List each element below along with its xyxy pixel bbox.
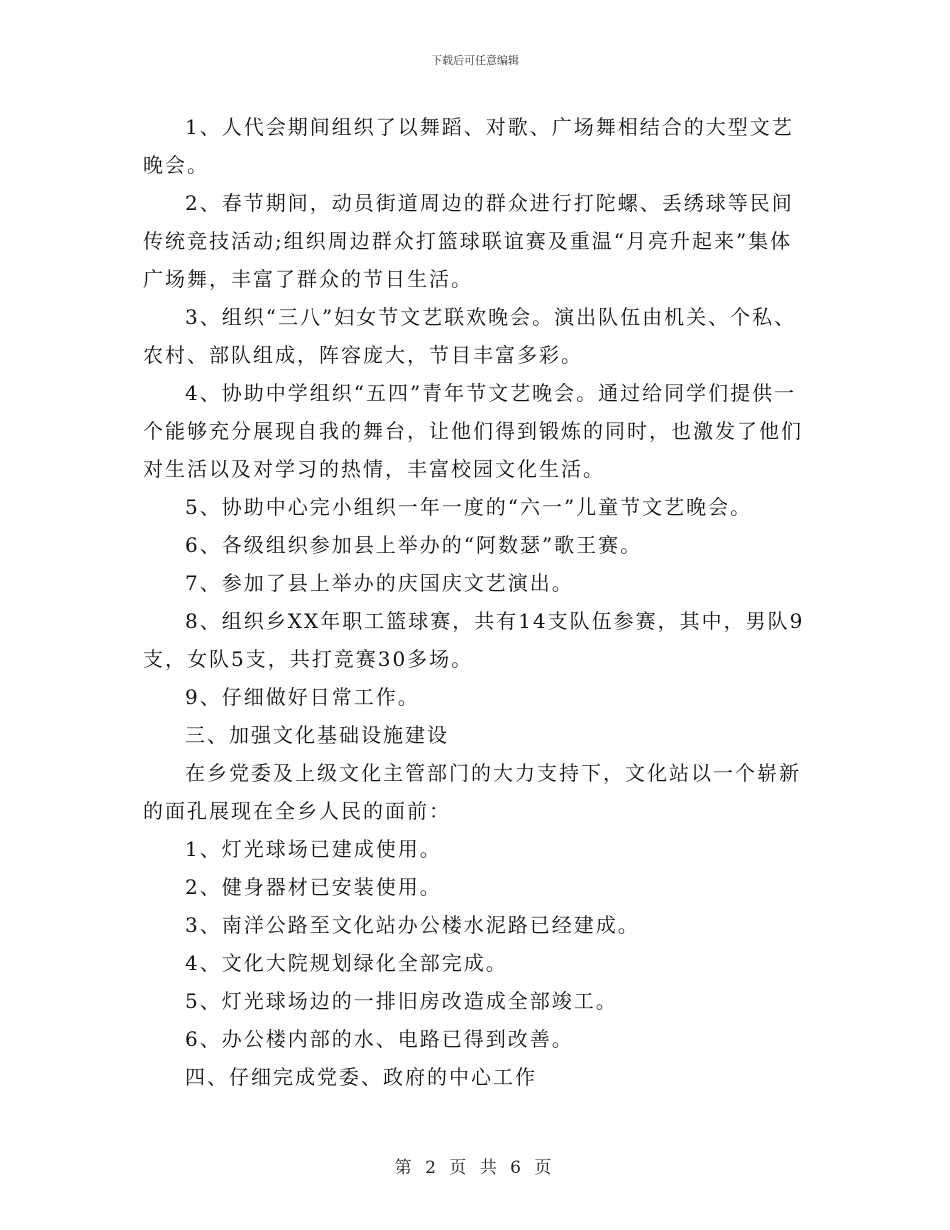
paragraph-item-3: 3、组织“三八”妇女节文艺联欢晚会。演出队伍由机关、个私、农村、部队组成，阵容庞大，节目丰富多彩。	[143, 305, 797, 367]
paragraph-item-4: 4、协助中学组织“五四”青年节文艺晚会。通过给同学们提供一个能够充分展现自我的舞台，让他们得到锻炼的同时，也激发了他们对生活以及对学习的热情，丰富校园文化生活。	[143, 381, 803, 481]
paragraph-item-6: 6、各级组织参加县上举办的“阿数瑟”歌王赛。	[185, 533, 643, 557]
paragraph-item-7: 7、参加了县上举办的庆国庆文艺演出。	[185, 571, 574, 595]
facility-item-4: 4、文化大院规划绿化全部完成。	[185, 951, 508, 975]
facility-item-1: 1、灯光球场已建成使用。	[185, 837, 442, 861]
paragraph-item-5: 5、协助中心完小组织一年一度的“六一”儿童节文艺晚会。	[185, 495, 753, 519]
page-header: 下载后可任意编辑	[431, 54, 519, 67]
facility-item-2: 2、健身器材已安装使用。	[185, 875, 442, 899]
document-body	[143, 108, 805, 1096]
section-heading-3: 三、加强文化基础设施建设	[185, 723, 449, 747]
facility-item-5: 5、灯光球场边的一排旧房改造成全部竣工。	[185, 989, 618, 1013]
section-intro: 在乡党委及上级文化主管部门的大力支持下，文化站以一个崭新的面孔展现在全乡人民的面前：	[143, 761, 801, 823]
facility-item-3: 3、南洋公路至文化站办公楼水泥路已经建成。	[185, 913, 640, 937]
paragraph-item-1: 1、人代会期间组织了以舞蹈、对歌、广场舞相结合的大型文艺晚会。	[143, 115, 794, 177]
facility-item-6: 6、办公楼内部的水、电路已得到改善。	[185, 1027, 574, 1051]
paragraph-item-2: 2、春节期间，动员街道周边的群众进行打陀螺、丢绣球等民间传统竞技活动;组织周边群众打篮球联谊赛及重温“月亮升起来”集体广场舞，丰富了群众的节日生活。	[143, 191, 794, 291]
section-heading-4: 四、仔细完成党委、政府的中心工作	[185, 1065, 537, 1089]
paragraph-item-9: 9、仔细做好日常工作。	[185, 685, 420, 709]
page-number-footer: 第 2 页 共 6 页	[394, 1158, 556, 1178]
paragraph-item-8: 8、组织乡XX年职工篮球赛，共有14支队伍参赛，其中，男队9支，女队5支，共打竞赛30多场。	[143, 609, 805, 671]
